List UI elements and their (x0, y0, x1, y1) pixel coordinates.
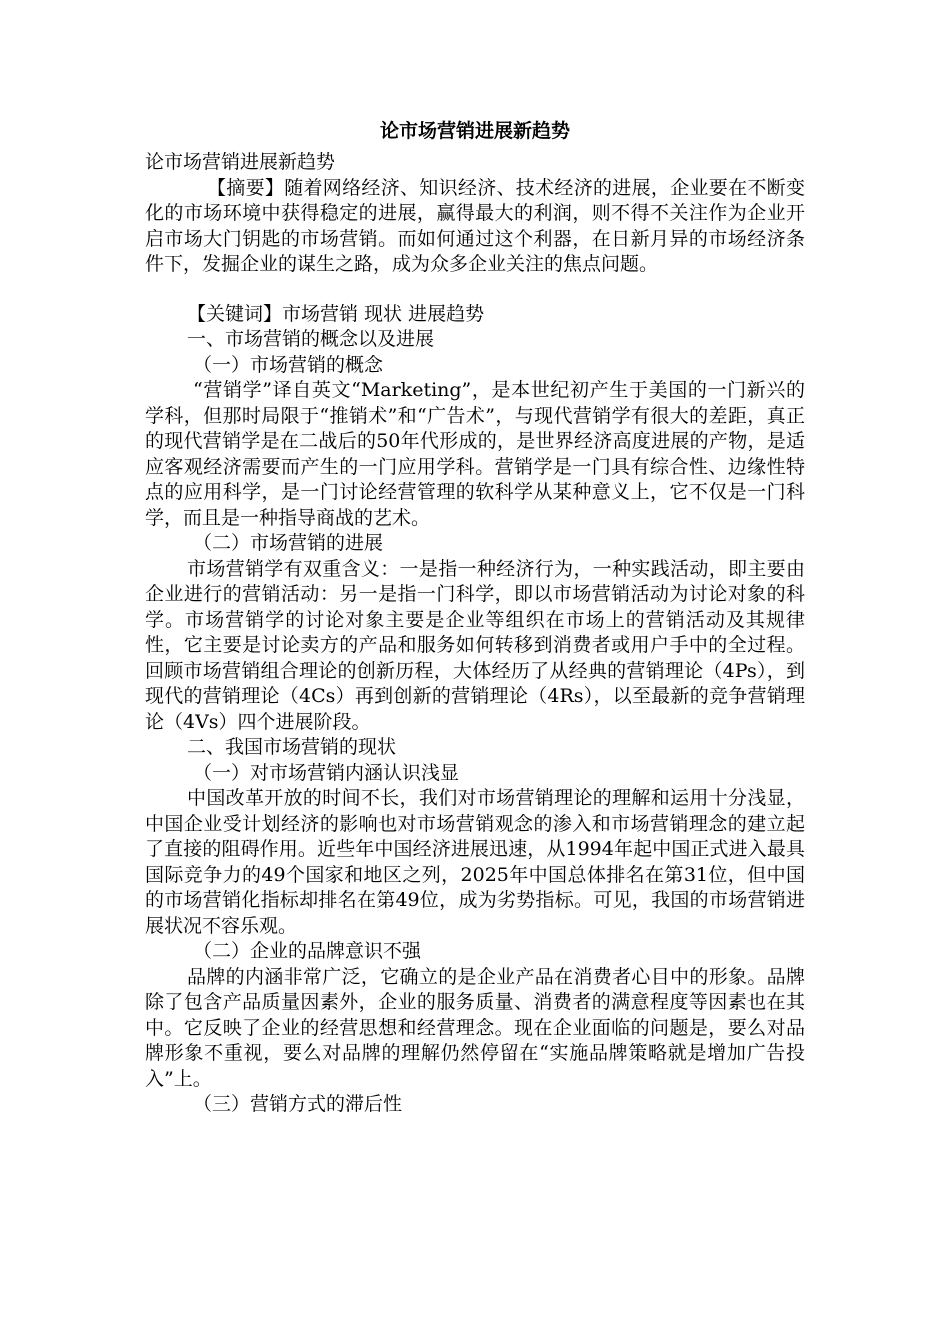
section-heading: 一、市场营销的概念以及进展 (187, 328, 435, 350)
body-paragraph: 品牌的内涵非常广泛，它确立的是企业产品在消费者心目中的形象。品牌除了包含产品质量因素外，企业的服务质量、消费者的满意程度等因素也在其中。它反映了企业的经营思想和经营理念。现在企业面临的问题是，要么对品牌形象不重视，要么对品牌的理解仍然停留在“实施品牌策略就是增加广告投入”上。 (145, 965, 805, 1090)
document-body (145, 118, 805, 1118)
document-subtitle: 论市场营销进展新趋势 (145, 151, 336, 173)
keywords-line: 【关键词】市场营销 现状 进展趋势 (187, 302, 485, 325)
body-paragraph: 市场营销学有双重含义：一是指一种经济行为，一种实践活动，即主要由企业进行的营销活动：另一是指一门科学，即以市场营销活动为讨论对象的科学。市场营销学的讨论对象主要是企业等组织在市场上的营销活动及其规律性，它主要是讨论卖方的产品和服务如何转移到消费者或用户手中的全过程。回顾市场营销组合理论的创新历程，大体经历了从经典的营销理论（4Ps），到现代的营销理论（4Cs）再到创新的营销理论（4Rs），以至最新的竞争营销理论（4Vs）四个进展阶段。 (145, 557, 805, 733)
document-title: 论市场营销进展新趋势 (379, 120, 570, 142)
subsection-heading: （三）营销方式的滞后性 (193, 1093, 403, 1115)
section-heading: 二、我国市场营销的现状 (187, 736, 397, 758)
subsection-heading: （二）企业的品牌意识不强 (193, 940, 422, 962)
subsection-heading: （一）市场营销的概念 (193, 353, 384, 376)
subsection-heading: （二）市场营销的进展 (193, 532, 384, 554)
body-paragraph: 中国改革开放的时间不长，我们对市场营销理论的理解和运用十分浅显，中国企业受计划经济的影响也对市场营销观念的渗入和市场营销理念的建立起了直接的阻碍作用。近些年中国经济进展迅速，从1994年起中国正式进入最具国际竞争力的49个国家和地区之列，2025年中国总体排名在第31位，但中国的市场营销化指标却排名在第49位，成为劣势指标。可见，我国的市场营销进展状况不容乐观。 (145, 787, 805, 937)
subsection-heading: （一）对市场营销内涵认识浅显 (193, 761, 460, 784)
abstract-paragraph: 【摘要】随着网络经济、知识经济、技术经济的进展，企业要在不断变化的市场环境中获得稳定的进展，赢得最大的利润，则不得不关注作为企业开启市场大门钥匙的市场营销。而如何通过这个利器，在日新月异的市场经济条件下，发掘企业的谋生之路，成为众多企业关注的焦点问题。 (145, 176, 805, 275)
body-paragraph: “营销学”译自英文“Marketing”，是本世纪初产生于美国的一门新兴的学科，但那时局限于“推销术”和“广告术”，与现代营销学有很大的差距，真正的现代营销学是在二战后的50年代形成的，是世界经济高度进展的产物，是适应客观经济需要而产生的一门应用学科。营销学是一门具有综合性、边缘性特点的应用科学，是一门讨论经营管理的软科学从某种意义上，它不仅是一门科学，而且是一种指导商战的艺术。 (145, 379, 805, 529)
